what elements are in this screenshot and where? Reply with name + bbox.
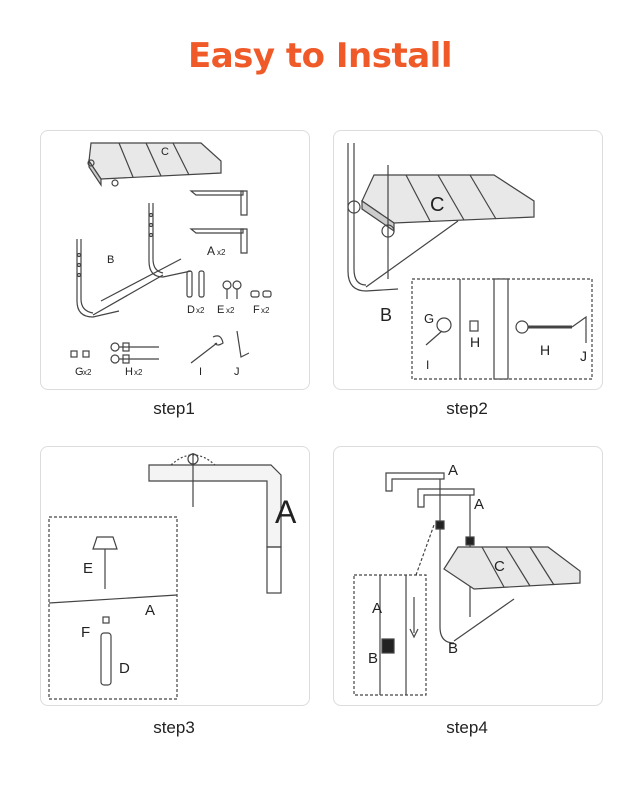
label-h-2: H	[540, 342, 551, 358]
step4-diagram	[333, 446, 603, 706]
hooks-a	[386, 473, 474, 507]
part-a	[191, 191, 247, 253]
frame-b	[77, 203, 191, 317]
step2-caption: step2	[446, 399, 488, 418]
step3-caption: step3	[153, 718, 195, 737]
label-e-qty: x2	[226, 306, 235, 315]
label-f-qty: x2	[261, 306, 270, 315]
label-a-1: A	[448, 462, 459, 479]
part-d	[187, 271, 204, 297]
part-j-allen-key-icon	[237, 331, 249, 357]
part-f	[251, 291, 271, 297]
label-a-3: A	[372, 600, 383, 617]
page-title: Easy to Install	[188, 36, 452, 76]
label-j: J	[580, 348, 587, 364]
label-h-qty: x2	[134, 368, 143, 377]
label-d-qty: x2	[196, 306, 205, 315]
step1-diagram	[40, 130, 310, 390]
label-e: E	[217, 304, 225, 316]
step4-caption: step4	[446, 718, 488, 737]
label-g: G	[75, 366, 84, 378]
label-g: G	[424, 311, 435, 326]
detail-hardware	[426, 279, 586, 379]
label-c: C	[494, 558, 505, 575]
part-i-wrench-icon	[191, 336, 223, 363]
table-top-c	[444, 547, 580, 589]
label-e: E	[83, 560, 94, 577]
label-f: F	[253, 304, 260, 316]
label-a: A	[207, 244, 216, 258]
label-c: C	[161, 146, 169, 158]
detail-hardware	[49, 537, 177, 685]
step3-diagram	[40, 446, 310, 706]
step1-caption: step1	[153, 399, 195, 418]
label-b-2: B	[368, 650, 379, 667]
label-f: F	[81, 624, 91, 641]
label-b: B	[107, 254, 115, 266]
table-top-c	[88, 143, 221, 186]
part-h	[111, 343, 159, 363]
label-a-qty: x2	[217, 248, 226, 257]
label-b: B	[380, 305, 393, 325]
detail-hardware	[380, 575, 418, 695]
label-c: C	[430, 194, 445, 216]
label-a-2: A	[474, 496, 485, 513]
step2-diagram	[333, 130, 603, 390]
label-i: I	[426, 358, 430, 372]
label-b-1: B	[448, 640, 459, 657]
part-g	[71, 351, 89, 357]
label-a-1: A	[275, 494, 297, 530]
label-a-2: A	[145, 602, 156, 619]
label-i: I	[199, 366, 203, 378]
label-d: D	[119, 660, 130, 677]
part-a-bracket	[149, 453, 281, 593]
label-h-1: H	[470, 334, 481, 350]
label-j: J	[234, 366, 240, 378]
label-h: H	[125, 366, 133, 378]
part-e	[223, 281, 241, 299]
label-g-qty: x2	[83, 368, 92, 377]
label-d: D	[187, 304, 195, 316]
